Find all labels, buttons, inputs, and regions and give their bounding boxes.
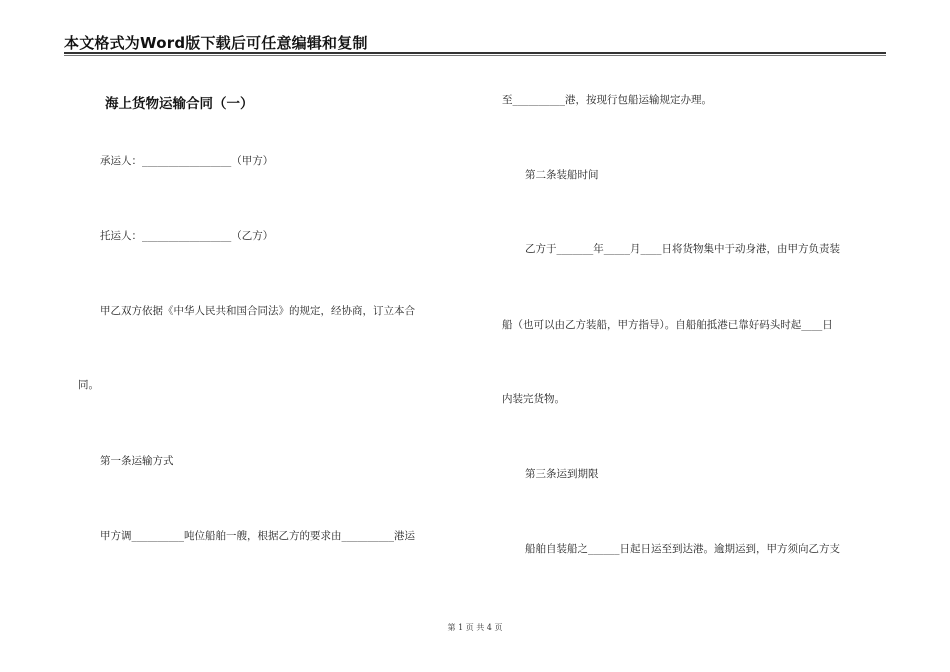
article2-heading: 第二条装船时间 xyxy=(525,169,599,181)
article2-paragraph-line-2: 船（也可以由乙方装船，甲方指导）。自船舶抵港已靠好码头时起____日 xyxy=(502,319,833,331)
article2-paragraph-line-1: 乙方于_______年_____月____日将货物集中于动身港，由甲方负责装 xyxy=(525,243,840,255)
article1-heading: 第一条运输方式 xyxy=(100,455,174,467)
intro-paragraph-line-2: 同。 xyxy=(78,379,99,391)
page-header-text: 本文格式为Word版下载后可任意编辑和复制 xyxy=(64,34,368,52)
intro-paragraph-line-1: 甲乙双方依据《中华人民共和国合同法》的规定，经协商，订立本合 xyxy=(100,305,415,317)
article1-paragraph-line-1: 甲方调__________吨位船舶一艘，根据乙方的要求由__________港运 xyxy=(100,530,415,542)
carrier-line: 承运人：_________________（甲方） xyxy=(100,155,274,167)
article1-paragraph-line-2: 至__________港，按现行包船运输规定办理。 xyxy=(502,94,712,106)
page-number-footer: 第 1 页 共 4 页 xyxy=(447,623,503,632)
document-title: 海上货物运输合同（一） xyxy=(105,96,254,112)
article3-paragraph-line-1: 船舶自装船之______日起日运至到达港。逾期运到，甲方须向乙方支 xyxy=(525,543,840,555)
header-rule-thin xyxy=(64,55,886,56)
article2-paragraph-line-3: 内装完货物。 xyxy=(502,393,565,405)
shipper-line: 托运人：_________________（乙方） xyxy=(100,230,274,242)
article3-heading: 第三条运到期限 xyxy=(525,468,599,480)
header-rule xyxy=(64,52,886,54)
